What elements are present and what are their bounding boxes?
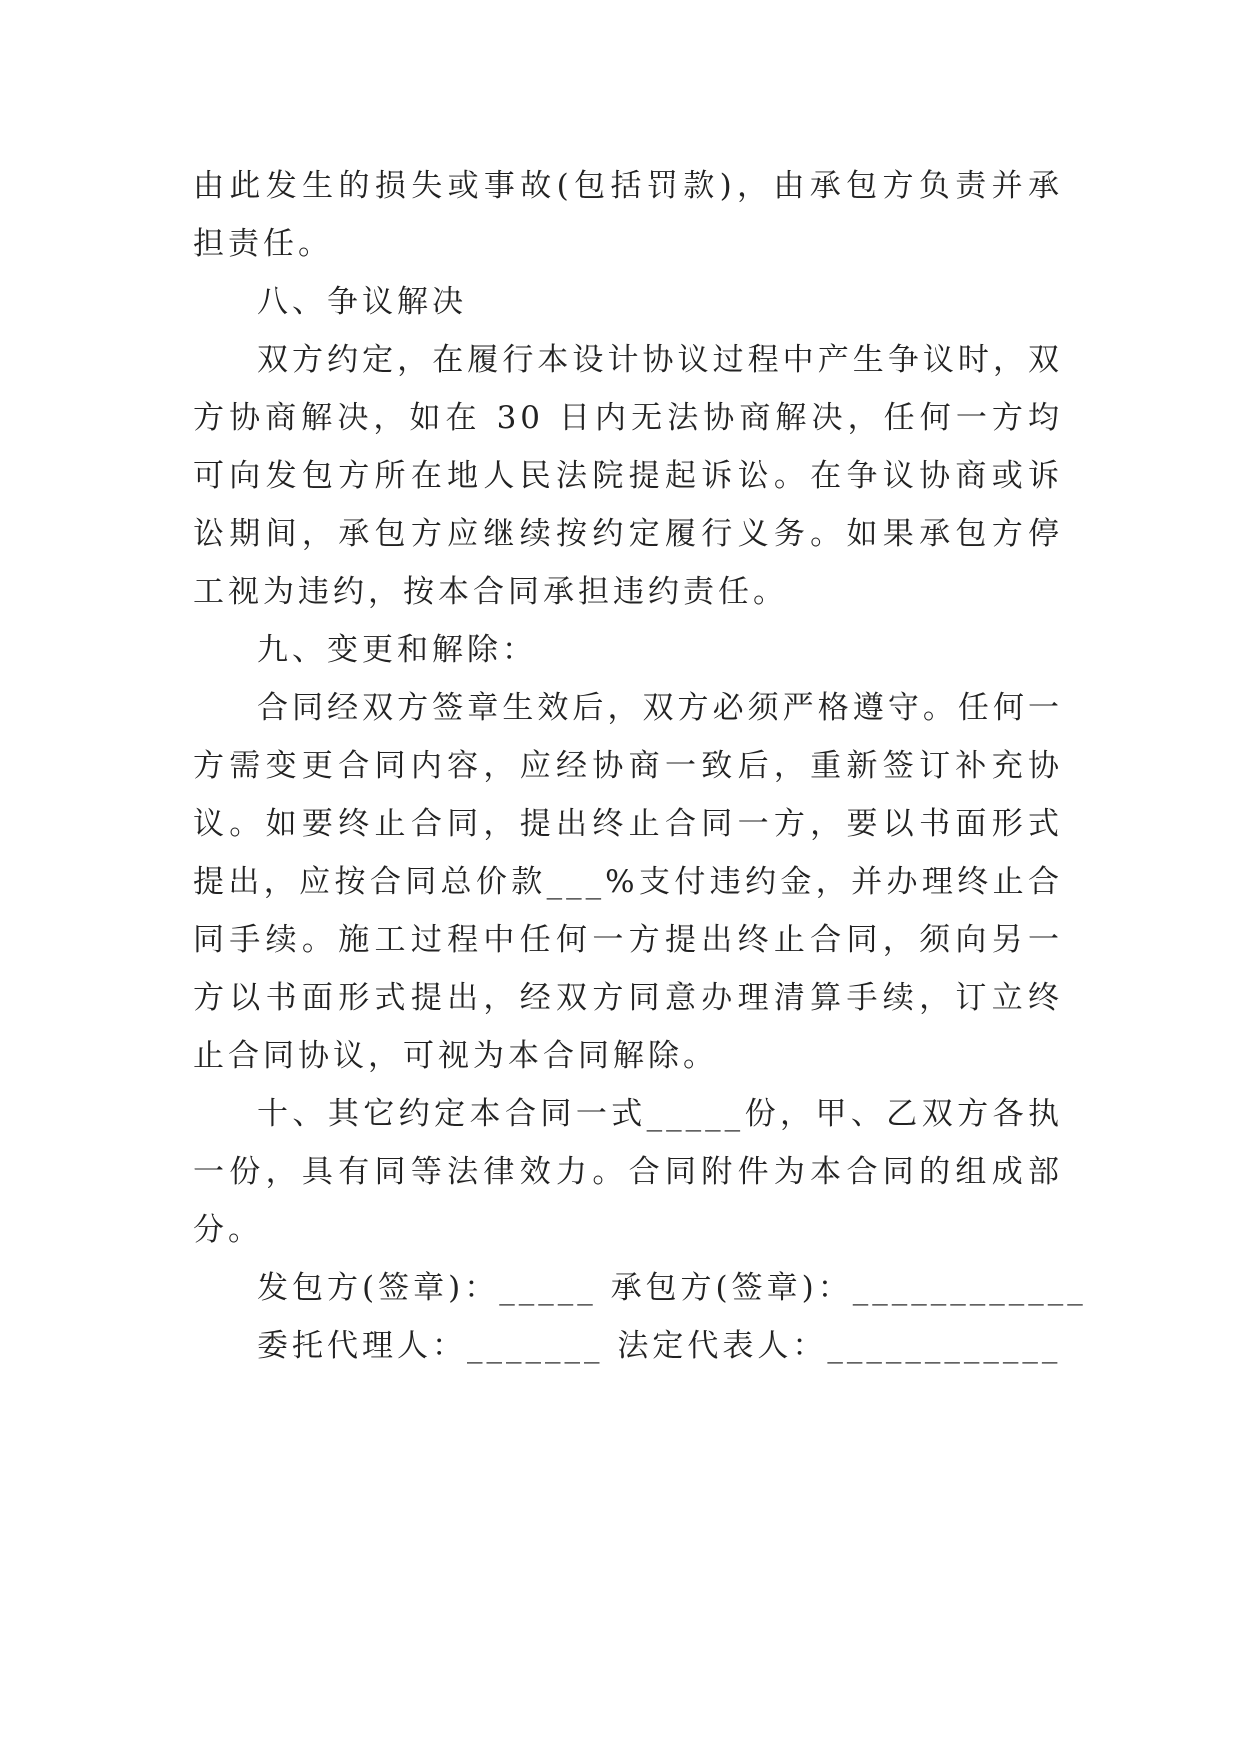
party-b-signature-blank: ____________ — [852, 1270, 1087, 1306]
paragraph-other-agreements: 十、其它约定本合同一式_____份，甲、乙双方各执一份，具有同等法律效力。合同附件为本合同的组成部分。 — [193, 1096, 1063, 1248]
party-b-label: 承包方(签章)： — [610, 1270, 853, 1306]
agent-label: 委托代理人： — [257, 1328, 467, 1364]
heading-dispute-resolution: 八、争议解决 — [257, 284, 467, 320]
agent-signature-blank: _______ — [467, 1328, 604, 1364]
paragraph-change-termination: 合同经双方签章生效后，双方必须严格遵守。任何一方需变更合同内容，应经协商一致后，重新签订补充协议。如要终止合同，提出终止合同一方，要以书面形式提出，应按合同总价款___%支付违约金，并办理终止合同手续。施工过程中任何一方提出终止合同，须向另一方以书面形式提出，经双方同意办理清算手续，订立终止合同协议，可视为本合同解除。 — [193, 690, 1063, 1074]
paragraph-liability: 由此发生的损失或事故(包括罚款)，由承包方负责并承担责任。 — [193, 168, 1063, 262]
signature-row-1 — [193, 1259, 1087, 1317]
legal-rep-label: 法定代表人： — [617, 1328, 828, 1364]
signature-row-2 — [193, 1317, 1063, 1375]
legal-rep-signature-blank: ____________ — [827, 1328, 1062, 1364]
heading-change-termination: 九、变更和解除： — [257, 632, 537, 668]
document-body — [193, 157, 1087, 1375]
party-a-signature-blank: _____ — [499, 1270, 597, 1306]
party-a-label: 发包方(签章)： — [257, 1270, 500, 1306]
paragraph-dispute-resolution: 双方约定，在履行本设计协议过程中产生争议时，双方协商解决，如在 30 日内无法协商解决，任何一方均可向发包方所在地人民法院提起诉讼。在争议协商或诉讼期间，承包方应继续按约定履行义务。如果承包方停工视为违约，按本合同承担违约责任。 — [193, 342, 1063, 610]
